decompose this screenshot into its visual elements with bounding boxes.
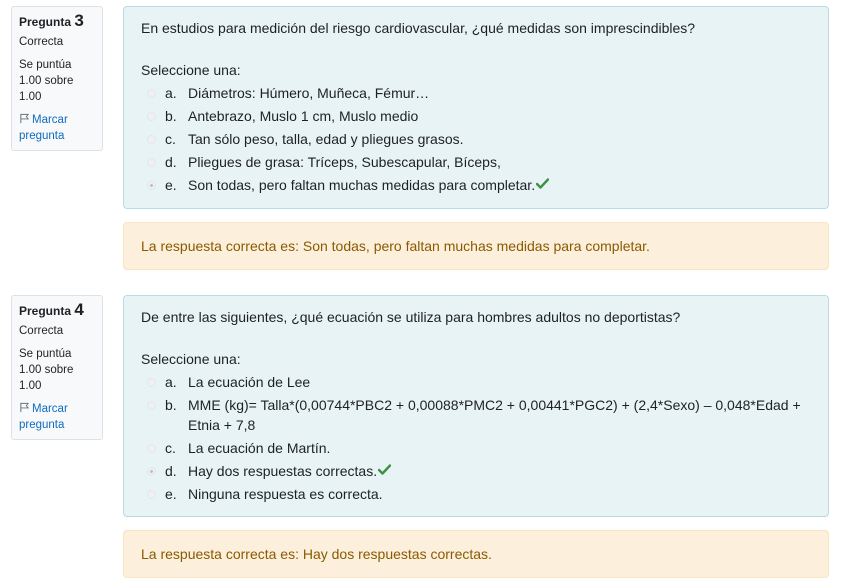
answer-option-d[interactable] (141, 461, 811, 481)
question-number-value: 3 (74, 11, 84, 30)
radio-e[interactable] (147, 490, 156, 499)
flag-question-label[interactable]: Marcar pregunta (19, 403, 68, 431)
flag-icon[interactable] (19, 113, 30, 124)
option-letter: c. (165, 440, 176, 456)
option-text: Pliegues de grasa: Tríceps, Subescapular, Bíceps, (188, 154, 501, 170)
radio-b[interactable] (147, 112, 156, 121)
question-info (11, 295, 103, 440)
option-text: MME (kg)= Talla*(0,00744*PBC2 + 0,00088*PMC2 + 0,00441*PGC2) + (2,4*Sexo) – 0,048*Edad + Etnia + 7,8 (188, 397, 801, 433)
answer-option-e[interactable] (141, 175, 811, 195)
question-grade: Se puntúa 1.00 sobre 1.00 (19, 59, 74, 103)
option-text: Antebrazo, Muslo 1 cm, Muslo medio (188, 108, 419, 124)
option-text: Tan sólo peso, talla, edad y pliegues grasos. (188, 131, 464, 147)
answer-option-c[interactable] (141, 438, 811, 458)
right-answer-text: La respuesta correcta es: Son todas, pero faltan muchas medidas para completar. (141, 238, 650, 254)
question-state: Correcta (19, 36, 64, 48)
question-number (19, 13, 95, 30)
answer-prompt: Seleccione una: (141, 351, 241, 367)
option-letter: b. (165, 108, 177, 124)
option-text-wrap (188, 461, 811, 481)
right-answer-text: La respuesta correcta es: Hay dos respuestas correctas. (141, 546, 492, 562)
radio-a[interactable] (147, 378, 156, 387)
option-text: Son todas, pero faltan muchas medidas para completar. (188, 177, 536, 193)
answer-option-b[interactable] (141, 106, 811, 126)
option-letter: a. (165, 374, 177, 390)
radio-b[interactable] (147, 401, 156, 410)
question-formulation (123, 295, 829, 517)
question-number (19, 302, 95, 319)
option-letter: e. (165, 177, 177, 193)
question-feedback (123, 222, 829, 270)
option-text: Diámetros: Húmero, Muñeca, Fémur… (188, 85, 430, 101)
option-letter: a. (165, 85, 177, 101)
question-text: En estudios para medición del riesgo cardiovascular, ¿qué medidas son imprescindibles? (141, 20, 696, 36)
question-number-value: 4 (74, 300, 84, 319)
flag-question-link[interactable] (19, 401, 95, 433)
option-text: La ecuación de Lee (188, 374, 311, 390)
answer-options (141, 372, 811, 504)
question-label: Pregunta (19, 304, 72, 318)
radio-d[interactable] (147, 158, 156, 167)
radio-a[interactable] (147, 89, 156, 98)
answer-option-b[interactable] (141, 395, 811, 435)
answer-prompt: Seleccione una: (141, 62, 241, 78)
answer-option-a[interactable] (141, 372, 811, 392)
option-text-wrap (188, 175, 811, 195)
question-info (11, 6, 103, 151)
answer-option-a[interactable] (141, 83, 811, 103)
option-letter: d. (165, 154, 177, 170)
question-text: De entre las siguientes, ¿qué ecuación se utiliza para hombres adultos no deportistas? (141, 309, 681, 325)
flag-question-link[interactable] (19, 112, 95, 144)
option-text: La ecuación de Martín. (188, 440, 331, 456)
radio-e[interactable] (147, 181, 156, 190)
question-label: Pregunta (19, 15, 72, 29)
option-letter: c. (165, 131, 176, 147)
answer-option-e[interactable] (141, 484, 811, 504)
radio-c[interactable] (147, 135, 156, 144)
question-state: Correcta (19, 325, 64, 337)
radio-d[interactable] (147, 467, 156, 476)
option-letter: b. (165, 397, 177, 413)
answer-options (141, 83, 811, 195)
radio-c[interactable] (147, 444, 156, 453)
answer-option-d[interactable] (141, 152, 811, 172)
check-icon (378, 464, 391, 475)
option-text: Hay dos respuestas correctas. (188, 463, 378, 479)
question-grade: Se puntúa 1.00 sobre 1.00 (19, 348, 74, 392)
flag-icon[interactable] (19, 402, 30, 413)
check-icon (536, 178, 549, 189)
question-feedback (123, 530, 829, 578)
option-letter: e. (165, 486, 177, 502)
option-letter: d. (165, 463, 177, 479)
option-text: Ninguna respuesta es correcta. (188, 486, 383, 502)
answer-option-c[interactable] (141, 129, 811, 149)
question-formulation (123, 6, 829, 209)
flag-question-label[interactable]: Marcar pregunta (19, 114, 68, 142)
